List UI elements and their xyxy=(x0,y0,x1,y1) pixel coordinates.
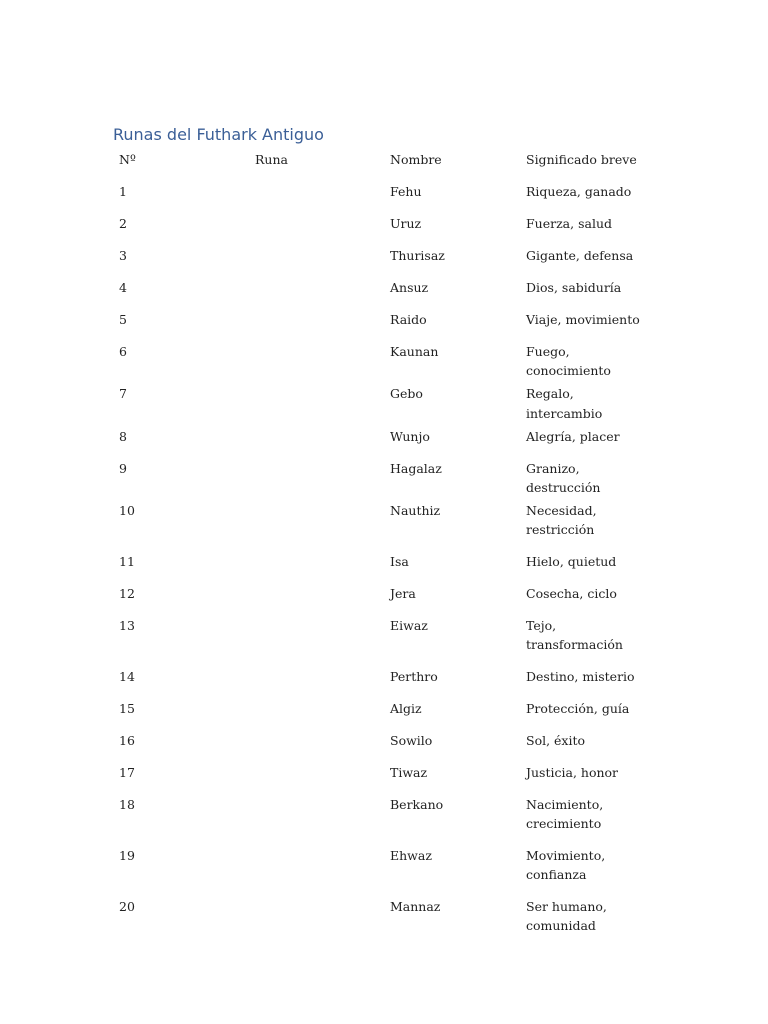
row-name: Kaunan xyxy=(390,344,439,359)
row-number: 7 xyxy=(119,386,127,402)
document-title: Runas del Futhark Antiguo xyxy=(113,125,324,144)
row-name: Fehu xyxy=(390,184,422,199)
row-name: Gebo xyxy=(390,386,423,402)
row-meaning: Justicia, honor xyxy=(526,765,619,781)
row-number: 3 xyxy=(119,248,127,263)
row-number: 8 xyxy=(119,428,127,444)
table-row xyxy=(113,455,658,497)
row-name: Raido xyxy=(390,312,427,327)
table-row xyxy=(113,612,658,663)
table-row xyxy=(113,210,658,242)
row-meaning: Nacimiento, crecimiento xyxy=(526,797,604,832)
header-rune: Runa xyxy=(255,152,288,167)
row-meaning: Movimiento, confianza xyxy=(526,848,606,883)
row-rune xyxy=(249,338,384,380)
row-meaning: Protección, guía xyxy=(526,701,630,717)
row-name: Perthro xyxy=(390,669,438,685)
table-row xyxy=(113,663,658,695)
header-number: Nº xyxy=(119,152,136,167)
table-row xyxy=(113,759,658,791)
row-number: 15 xyxy=(119,701,135,717)
table-row xyxy=(113,274,658,306)
row-number: 1 xyxy=(119,184,127,199)
table-row xyxy=(113,842,658,893)
row-rune xyxy=(249,178,384,210)
row-rune xyxy=(249,423,384,455)
row-rune xyxy=(249,893,384,944)
row-meaning: Fuego, conocimiento xyxy=(526,344,611,379)
row-name: Eiwaz xyxy=(390,618,428,634)
table-body xyxy=(113,178,658,944)
row-rune xyxy=(249,210,384,242)
row-rune xyxy=(249,455,384,497)
row-meaning: Tejo, transformación xyxy=(526,618,623,653)
row-number: 11 xyxy=(119,554,135,570)
row-meaning: Necesidad, restricción xyxy=(526,503,597,538)
row-number: 18 xyxy=(119,797,135,813)
row-rune xyxy=(249,274,384,306)
table-row xyxy=(113,695,658,727)
table-row xyxy=(113,727,658,759)
row-number: 13 xyxy=(119,618,135,634)
row-rune xyxy=(249,727,384,759)
row-name: Hagalaz xyxy=(390,460,442,476)
row-number: 4 xyxy=(119,280,127,295)
row-meaning: Fuerza, salud xyxy=(526,216,612,231)
row-number: 2 xyxy=(119,216,127,231)
table-row xyxy=(113,380,658,422)
row-number: 14 xyxy=(119,669,135,685)
row-meaning: Regalo, intercambio xyxy=(526,386,603,421)
row-name: Berkano xyxy=(390,797,444,813)
row-rune xyxy=(249,791,384,842)
row-number: 16 xyxy=(119,733,135,749)
row-meaning: Hielo, quietud xyxy=(526,554,617,570)
row-name: Ehwaz xyxy=(390,848,432,864)
table-row xyxy=(113,791,658,842)
row-meaning: Riqueza, ganado xyxy=(526,184,632,199)
row-name: Thurisaz xyxy=(390,248,445,263)
row-number: 6 xyxy=(119,344,127,359)
row-name: Jera xyxy=(390,586,416,602)
row-meaning: Dios, sabiduría xyxy=(526,280,622,295)
table-row xyxy=(113,580,658,612)
row-meaning: Destino, misterio xyxy=(526,669,635,685)
row-name: Uruz xyxy=(390,216,422,231)
row-rune xyxy=(249,306,384,338)
row-name: Algiz xyxy=(390,701,422,717)
row-name: Wunjo xyxy=(390,428,430,444)
row-name: Ansuz xyxy=(390,280,429,295)
row-rune xyxy=(249,842,384,893)
row-meaning: Cosecha, ciclo xyxy=(526,586,617,602)
row-rune xyxy=(249,695,384,727)
row-number: 20 xyxy=(119,899,135,915)
row-meaning: Gigante, defensa xyxy=(526,248,634,263)
row-rune xyxy=(249,548,384,580)
row-number: 9 xyxy=(119,460,127,476)
row-meaning: Granizo, destrucción xyxy=(526,460,601,496)
row-name: Tiwaz xyxy=(390,765,428,781)
row-rune xyxy=(249,759,384,791)
table-row xyxy=(113,423,658,455)
row-number: 5 xyxy=(119,312,127,327)
row-rune xyxy=(249,497,384,548)
row-rune xyxy=(249,612,384,663)
table-row xyxy=(113,893,658,944)
table-row xyxy=(113,178,658,210)
row-meaning: Viaje, movimiento xyxy=(526,312,640,327)
row-name: Nauthiz xyxy=(390,503,441,519)
table-header-row xyxy=(113,146,658,178)
header-name: Nombre xyxy=(390,152,442,167)
row-rune xyxy=(249,580,384,612)
row-number: 12 xyxy=(119,586,135,602)
table-row xyxy=(113,548,658,580)
rune-table xyxy=(113,146,658,944)
table-row xyxy=(113,338,658,380)
row-name: Sowilo xyxy=(390,733,433,749)
row-name: Isa xyxy=(390,554,409,570)
row-meaning: Alegría, placer xyxy=(526,428,620,444)
header-meaning: Significado breve xyxy=(526,152,637,167)
row-rune xyxy=(249,242,384,274)
row-rune xyxy=(249,380,384,422)
row-meaning: Sol, éxito xyxy=(526,733,586,749)
row-rune xyxy=(249,663,384,695)
row-name: Mannaz xyxy=(390,899,441,915)
row-number: 10 xyxy=(119,503,135,519)
row-meaning: Ser humano, comunidad xyxy=(526,899,607,934)
row-number: 17 xyxy=(119,765,135,781)
table-row xyxy=(113,497,658,548)
table-row xyxy=(113,242,658,274)
row-number: 19 xyxy=(119,848,135,864)
table-row xyxy=(113,306,658,338)
